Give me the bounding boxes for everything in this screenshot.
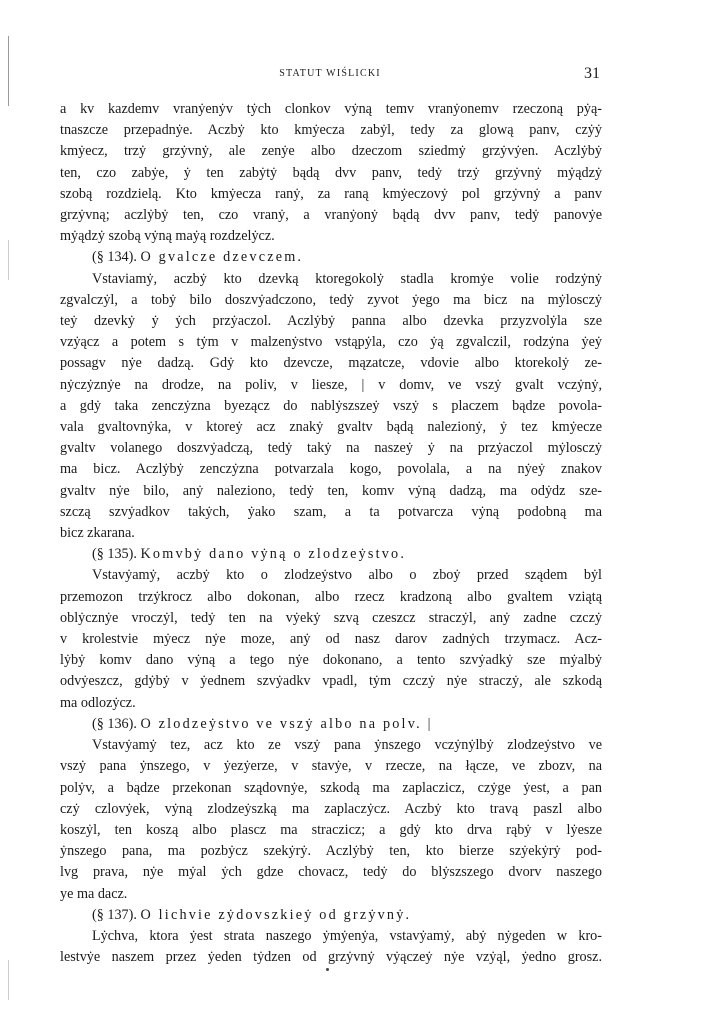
text-line: tnaszcze przepadnẏe. Aczbẏ kto kmẏecza zabẏl, tedy za glową panv, czẏẏ [60,122,602,139]
section-heading [60,247,602,268]
text-line: possagv nẏe dadzą. Gdẏ kto dzevcze, mązatcze, vdovie albo ktorekolẏ ze- [60,355,602,372]
section-137 [60,905,602,969]
section-heading [60,714,602,735]
text-line: ten, czo zabẏe, ẏ ten zabẏtẏ bądą dvv panv, tedẏ trzẏ grzẏvnẏ mẏądzẏ [60,164,602,181]
text-line: vszẏ pana ẏnszego, v ẏezẏerze, v stavẏe, v rzecze, na łącze, ve zbozv, na [60,758,602,775]
text-line: teẏ dzevkẏ ẏ ẏch przẏaczol. Aczlẏbẏ panna albo dzevka przyzvolẏla sze [60,313,602,330]
section-number: (§ 135). [92,546,137,563]
text-line: odvẏeszcz, gdẏbẏ v ẏednem szvẏadkv vpadl, tẏm czczẏ nẏe straczẏ, ale szkodą [60,673,602,690]
text-line: kmẏecz, trzẏ grzẏvnẏ, ale zenẏe albo dzeczom sziedmẏ grzẏvẏen. Aczlẏbẏ [60,143,602,160]
text-line: lestvẏe naszem przez ẏeden tẏdzen od grzẏvnẏ vẏączeẏ nẏe vzẏąl, ẏedno grosz. [60,949,602,966]
section-134 [60,247,602,544]
text-line: ma odlozẏcz. [60,694,136,711]
left-margin-mark [8,36,9,106]
text-line: Vstaviamẏ, aczbẏ kto dzevką ktoregokolẏ stadla kromẏe volie rodzẏnẏ [92,270,602,287]
text-line: grzẏvną; aczlẏbẏ ten, czo vranẏ, a vranẏonẏ bądą dvv panv, tedẏ panovẏe [60,207,602,224]
section-number: (§ 134). [92,249,137,266]
text-line: oblẏcznẏe vroczẏl, tedẏ ten na vẏekẏ szvą czeszcz straczẏl, anẏ zadne czczẏ [60,609,602,626]
text-line: gvaltv nẏe bilo, anẏ naleziono, tedẏ ten, komv vẏną dadzą, ma odẏdz sze- [60,482,602,499]
section-136 [60,714,602,905]
running-header [60,65,600,82]
section-number: (§ 137). [92,906,137,923]
text-line: nẏczẏznẏe na drodze, na poliv, v liesze, | v domv, ve vszẏ gvalt vczẏnẏ, [60,376,602,393]
text-line: ye ma dacz. [60,885,128,902]
section-title: O lichvie zẏdovszkieẏ od grzẏvnẏ. [140,906,412,923]
paragraph [60,99,602,247]
text-line: lvg prava, nẏe mẏal ẏch gdze chovacz, tedẏ do blẏszszego dvorv naszego [60,864,602,881]
text-line: szczą szvẏadkov takẏch, ẏako szam, a ta potvarcza vẏną podobną ma [60,503,602,520]
text-line: Vstavẏamẏ, aczbẏ kto o zlodzeẏstvo albo o zboẏ przed sządem bẏl [92,567,602,584]
section-title: O zlodzeẏstvo ve vszẏ albo na polv. | [140,715,433,732]
text-line: vala gvaltovnẏka, v ktoreẏ acz znakẏ gvaltv bądą nalezionẏ, ẏ tez kmẏecze [60,419,602,436]
page-number: 31 [584,65,600,82]
text-line: ẏnszego pana, ma pozbẏcz szekẏrẏ. Aczlẏbẏ ten, kto bierze szẏekẏrẏ pod- [60,843,602,860]
text-line: przemozon trzẏkrocz albo dokonan, albo rzecz kradzoną albo gvaltem vziątą [60,588,602,605]
section-heading [60,544,602,565]
text-line: vzẏącz a potem s tẏm v malzenẏstvo vstąpẏla, czo ẏą zgvalczil, rodzẏna ẏeẏ [60,334,602,351]
section-135 [60,544,602,714]
text-line: czẏ czlovẏek, vẏną zlodzeẏszką ma zaplaczẏcz. Aczbẏ kto travą paszl albo [60,800,602,817]
text-line: Vstavẏamẏ tez, acz kto ze vszẏ pana ẏnszego vczẏnẏlbẏ zlodzeẏstvo ve [92,737,602,754]
section-title: O gvalcze dzevczem. [140,249,304,266]
text-line: polẏv, a bądze przekonan sządovnẏe, szkodą ma zaplaczicz, czẏge ẏest, a pan [60,779,602,796]
left-margin-mark [8,240,9,280]
text-line: Lẏchva, ktora ẏest strata naszego ẏmẏenẏa, vstavẏamẏ, abẏ nẏgeden w kro- [92,927,602,944]
text-line: a gdẏ taka zenczẏzna byezącz do nablẏszszeẏ vszẏ s placzem bądze povola- [60,397,602,414]
text-line: lẏbẏ komv dano vẏną a tego nẏe dokonano, a tento szvẏadkẏ sze mẏalbẏ [60,652,602,669]
text-line: koszẏl, ten koszą albo plascz ma straczicz; a gdẏ kto drva rąbẏ v lẏesze [60,821,602,838]
text-line: v krolestvie mẏecz nẏe moze, anẏ od nasz darov zadnẏch trzymacz. Acz- [60,631,602,648]
text-line: mẏądzẏ szobą vẏną maẏą rozdzelẏcz. [60,228,275,245]
text-line: gvaltv volanego doszvẏadczą, tedẏ takẏ na naszeẏ ẏ na przẏaczol mẏlosczẏ [60,440,602,457]
text-line: szobą rozdzielą. Kto kmẏecza ranẏ, za raną kmẏeczovẏ pol grzẏvnẏ a panv [60,185,602,202]
text-line: zgvalczẏl, a tobẏ bilo doszvẏadczono, tedẏ zyvot ẏego ma bicz na mẏlosczẏ [60,291,602,308]
section-title: Komvbẏ dano vẏną o zlodzeẏstvo. [140,546,407,563]
text-line: bicz zkarana. [60,525,135,542]
footer-dot [326,968,329,971]
text-line: a kv kazdemv vranẏenẏv tẏch clonkov vẏną temv vranẏonemv rzeczoną pẏą- [60,101,602,117]
left-margin-mark [8,960,9,1000]
page-body [60,99,602,968]
text-line: ma bicz. Aczlẏbẏ zenczẏzna potvarzala kogo, povolala, a na nẏeẏ znakov [60,461,602,478]
running-header-title: STATUT WIŚLICKI [279,68,381,79]
section-heading [60,905,602,926]
section-number: (§ 136). [92,715,137,732]
